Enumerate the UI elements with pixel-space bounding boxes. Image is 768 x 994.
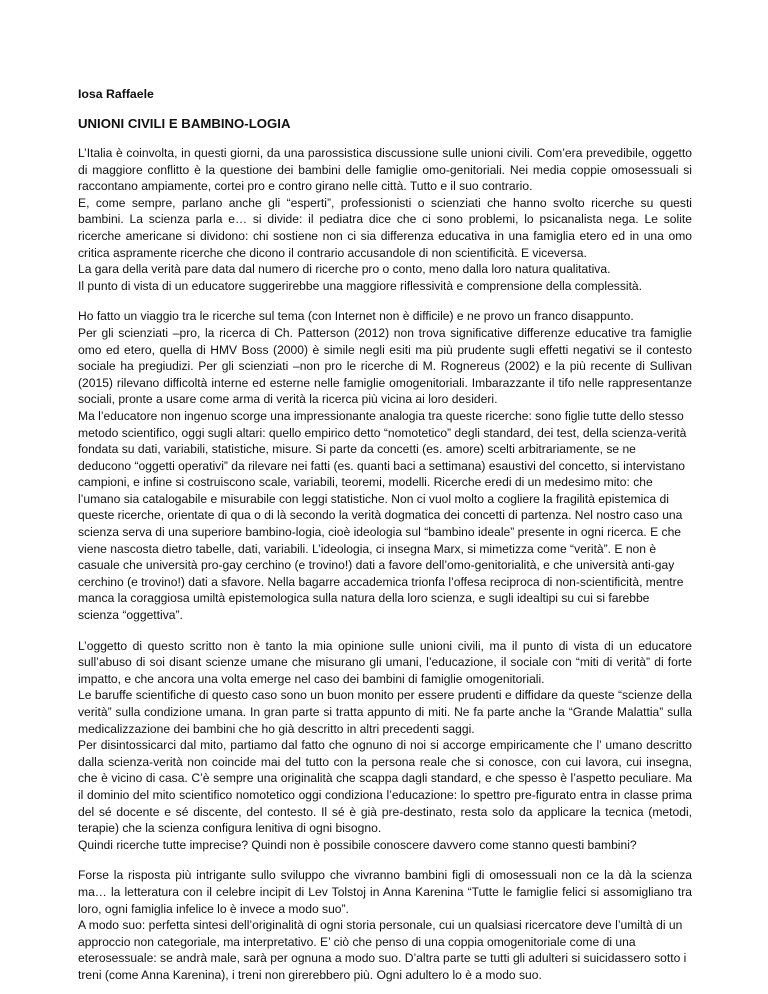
text-line: La gara della verità pare data dal numero di ricerche pro o conto, meno dalla loro natura qualitativa.	[78, 262, 611, 277]
text-line: L’Italia è coinvolta, in questi giorni, da una parossistica discussione sulle unioni civili. Com’era prevedibile, oggetto di maggiore conflitto è la questione dei bambini delle famiglie omo-genitoriali. Nei media coppie omosessuali si raccontano ampiamente, cortei pro e contro girano nelle città. Tutto e il suo contrario.	[78, 146, 692, 194]
paragraph-2	[78, 308, 692, 623]
text-line: Forse la risposta più intrigante sullo sviluppo che vivranno bambini figli di omosessuali non ce la dà la scienza ma… la letteratura con il celebre incipit di Lev Tolstoj in Anna Karenina “Tutte le famiglie felici si assomigliano tra loro, ogni famiglia infelice lo è invece a modo suo”.	[78, 868, 692, 916]
text-line: L’oggetto di questo scritto non è tanto la mia opinione sulle unioni civili, ma il punto di vista di un educatore sull’abuso di soi disant scienze umane che misurano gli umani, l’educazione, il sociale con “miti di verità” di forte impatto, e che ancora una volta emerge nel caso dei bambini di famiglie omogenitoriali.	[78, 638, 692, 686]
author-name: Iosa Raffaele	[78, 87, 154, 101]
text-line: Ma l’educatore non ingenuo scorge una impressionante analogia tra queste ricerche: sono figlie tutte dello stesso metodo scientifico, oggi sugli altari: quello empirico detto “nomotetico” degli standard, dei test, della scienza-verità fondata su dati, variabili, statistiche, misure. Si parte da concetti (es. amore) scelti arbitrariamente, se ne deducono “oggetti operativi” da rilevare nei fatti (es. quanti baci a settimana) esaustivi del concetto, si intervistano campioni, e infine si costruiscono scale, variabili, teoremi, modelli. Ricerche eredi di un medesimo mito: che l’umano sia catalogabile e misurabile con leggi statistiche. Non ci vuol molto a cogliere la fragilità epistemica di queste ricerche, orientate di qua o di là secondo la verità dogmatica dei concetti di partenza. Nel nostro caso una scienza serva di una superiore bambino-logia, cioè ideologia sul “bambino ideale” presente in ogni ricerca. E che viene nascosta dietro tabelle, dati, variabili. L’ideologia, ci insegna Marx, si mimetizza come “verità”. E non è casuale che università pro-gay cerchino (e trovino!) dati a favore dell’omo-genitorialità, e che università anti-gay cerchino (e trovino!) dati a sfavore. Nella bagarre accademica trionfa l’offesa reciproca di non-scientificità, mentre manca la coraggiosa umiltà epistemologica sulla natura della loro scienza, e sugli idealtipi su cui si farebbe scienza “oggettiva”.	[78, 408, 687, 623]
text-line: Il punto di vista di un educatore suggerirebbe una maggiore riflessività e comprensione della complessità.	[78, 278, 643, 293]
text-line: A modo suo: perfetta sintesi dell’originalità di ogni storia personale, cui un qualsiasi ricercatore deve l’umiltà di un approccio non categoriale, ma interpretativo. E’ ciò che penso di una coppia omogenitoriale come di una eterosessuale: se andrà male, sarà per ognuna a modo suo. D’altra parte se tutti gli adulteri si suicidassero sotto i treni (come Anna Karenina), i treni non girerebbero più. Ogni adultero lo è a modo suo.	[78, 918, 687, 982]
paragraph-1	[78, 145, 692, 294]
article-title: UNIONI CIVILI E BAMBINO-LOGIA	[78, 116, 291, 131]
text-line: Per disintossicarci dal mito, partiamo dal fatto che ognuno di noi si accorge empiricamente che l’ umano descritto dalla scienza-verità non coincide mai del tutto con la persona reale che si conosce, con cui lavora, cui insegna, che è vicino di casa. C’è sempre una originalità che scappa dagli standard, e che spesso è l’aspetto peculiare. Ma il dominio del mito scientifico nomotetico oggi condiziona l’educazione: lo spettro pre-figurato entra in classe prima del sé docente e sé discente, del contesto. Il sé è già pre-destinato, resta solo da applicare la tecnica (metodi, terapie) che la scienza configura lenitiva di ogni bisogno.	[78, 738, 692, 836]
text-line: E, come sempre, parlano anche gli “esperti”, professionisti o scienziati che hanno svolto ricerche su questi bambini. La scienza parla e… si divide: il pediatra dice che ci sono problemi, lo psicanalista nega. Le solite ricerche americane si dividono: chi sostiene non ci sia differenza educativa in una famiglia etero ed in una omo critica aspramente ricerche che dicono il contrario accusandole di non scientificità. E viceversa.	[78, 195, 692, 260]
paragraph-3	[78, 638, 692, 854]
paragraph-4	[78, 867, 692, 983]
text-line: Per gli scienziati –pro, la ricerca di Ch. Patterson (2012) non trova significative differenze educative tra famiglie omo ed etero, quella di HMV Boss (2000) è simile negli esiti ma più prudente sugli effetti negativi se il contesto sociale ha pregiudizi. Per gli scienziati –non pro le ricerche di M. Rognereus (2002) e la più recente di Sullivan (2015) rilevano difficoltà interne ed esterne nelle famiglie omogenitoriali. Imbarazzante il tifo nelle rappresentanze sociali, pronte a usare come arma di verità la ricerca più vicina ai loro desideri.	[78, 325, 692, 407]
text-line: Le baruffe scientifiche di questo caso sono un buon monito per essere prudenti e diffidare da queste “scienze della verità” sulla condizione umana. In gran parte si tratta appunto di miti. Ne fa parte anche la “Grande Malattia” sulla medicalizzazione dei bambini che ho già descritto in altri precedenti saggi.	[78, 688, 692, 736]
text-line: Quindi ricerche tutte imprecise? Quindi non è possibile conoscere davvero come stanno questi bambini?	[78, 837, 637, 852]
text-line: Ho fatto un viaggio tra le ricerche sul tema (con Internet non è difficile) e ne provo un franco disappunto.	[78, 309, 634, 324]
